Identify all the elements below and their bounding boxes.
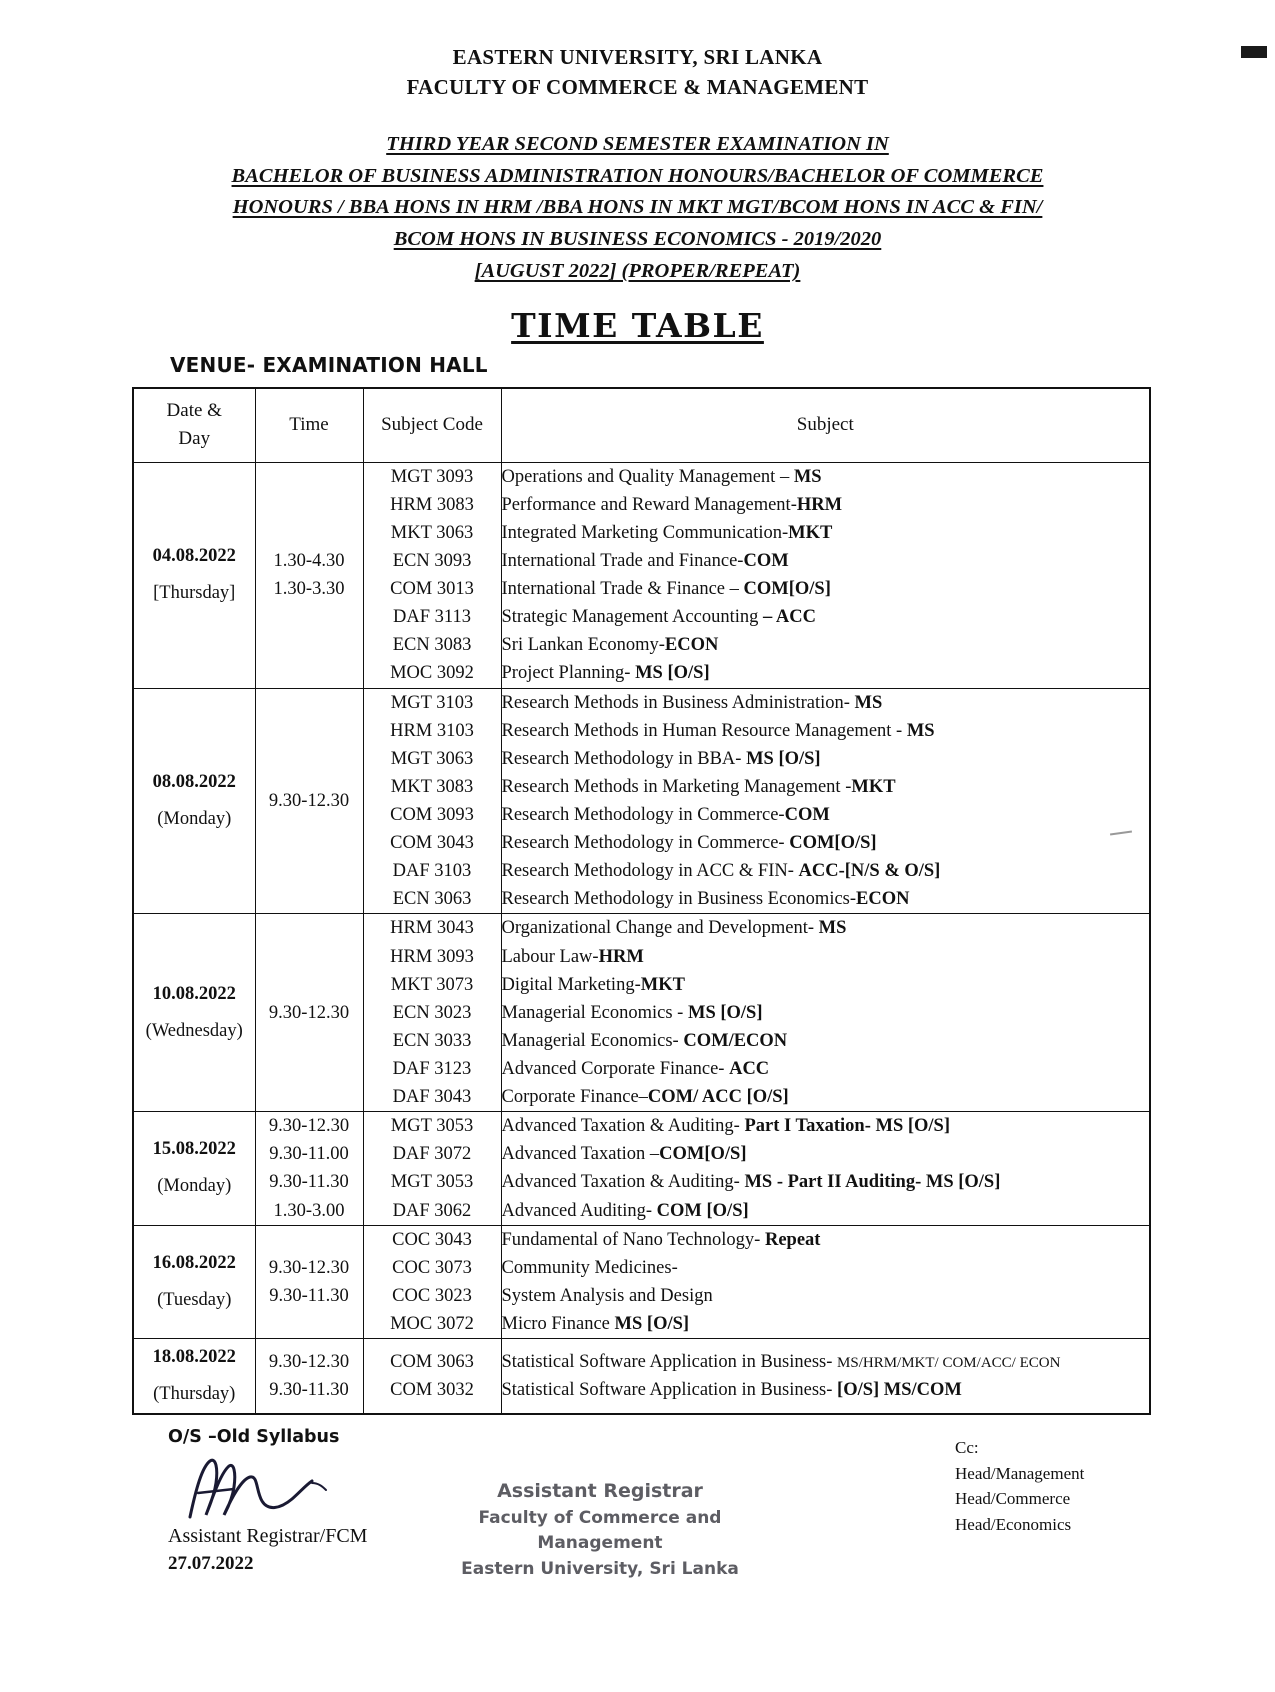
table-row	[133, 688, 1150, 914]
subject-code: COM 3043	[390, 833, 474, 854]
page-title: TIME TABLE	[511, 305, 764, 345]
subject-name: Advanced Taxation & Auditing- MS - Part II Auditing- MS [O/S]	[501, 1172, 1001, 1193]
subject-code: DAF 3123	[392, 1059, 472, 1079]
signatory-title: Assistant Registrar/FCM	[168, 1525, 368, 1548]
row-time-cell	[255, 1339, 363, 1415]
row-date-cell	[133, 1112, 255, 1225]
subject-name: Digital Marketing-MKT	[501, 974, 685, 995]
subject-name: Managerial Economics- COM/ECON	[501, 1030, 788, 1051]
exam-line-4: BCOM HONS IN BUSINESS ECONOMICS - 2019/2020	[393, 228, 882, 251]
row-subject-cell	[501, 1339, 1150, 1415]
subject-code: MKT 3083	[390, 776, 474, 797]
document-page	[0, 42, 1275, 1692]
row-date: 16.08.2022	[152, 1252, 236, 1273]
row-time: 1.30-4.30	[273, 551, 345, 572]
subject-code: ECN 3023	[392, 1002, 472, 1023]
subject-name: Fundamental of Nano Technology- Repeat	[501, 1229, 821, 1250]
row-time: 9.30-12.30	[268, 790, 350, 811]
header-date-line1: Date &	[166, 399, 222, 421]
subject-name: Managerial Economics - MS [O/S]	[501, 1002, 763, 1023]
table-row	[133, 914, 1150, 1112]
stamp-line-3: Eastern University, Sri Lanka	[461, 1558, 739, 1579]
row-date-cell	[133, 688, 255, 914]
row-subject-code-cell	[363, 914, 501, 1112]
row-time: 9.30-11.30	[269, 1285, 349, 1306]
subject-name: Micro Finance MS [O/S]	[501, 1313, 690, 1334]
row-day: (Monday)	[157, 1176, 232, 1197]
row-time: 1.30-3.30	[273, 579, 345, 600]
subject-name: System Analysis and Design	[501, 1285, 713, 1306]
subject-code: DAF 3072	[392, 1144, 472, 1165]
row-day: (Thursday)	[153, 1384, 236, 1405]
row-date-cell	[133, 1225, 255, 1338]
subject-code: HRM 3093	[390, 946, 474, 967]
exam-line-2: BACHELOR OF BUSINESS ADMINISTRATION HONOURS/BACHELOR OF COMMERCE	[231, 164, 1044, 187]
row-time: 9.30-12.30	[268, 1351, 350, 1372]
row-subject-code-cell	[363, 688, 501, 914]
row-time: 1.30-3.00	[273, 1200, 345, 1221]
subject-name: Project Planning- MS [O/S]	[501, 663, 710, 684]
row-time-cell	[255, 1225, 363, 1338]
row-subject-code-cell	[363, 1225, 501, 1338]
row-subject-cell	[501, 914, 1150, 1112]
subject-code: ECN 3083	[392, 635, 472, 656]
subject-name: Advanced Taxation –COM[O/S]	[501, 1144, 747, 1165]
subject-name: Performance and Reward Management-HRM	[501, 494, 843, 515]
row-subject-cell	[501, 1112, 1150, 1225]
subject-name: Statistical Software Application in Business- [O/S] MS/COM	[501, 1380, 962, 1401]
signatory-date: 27.07.2022	[168, 1553, 254, 1575]
subject-name: Research Methodology in Commerce- COM[O/S]	[501, 833, 877, 854]
subject-name: Research Methodology in BBA- MS [O/S]	[501, 748, 821, 769]
subject-name: Organizational Change and Development- MS	[501, 918, 847, 939]
subject-code: COC 3073	[392, 1257, 472, 1278]
row-day: (Tuesday)	[157, 1289, 232, 1310]
subject-code: COM 3093	[390, 805, 474, 826]
subject-code: DAF 3103	[392, 861, 472, 882]
table-row	[133, 1225, 1150, 1338]
subject-code: COC 3043	[392, 1229, 472, 1250]
subject-code: ECN 3063	[392, 889, 472, 910]
row-date: 15.08.2022	[152, 1139, 236, 1160]
exam-line-5: [AUGUST 2022] (PROPER/REPEAT)	[474, 259, 801, 282]
subject-name: Operations and Quality Management – MS	[501, 466, 822, 487]
table-body	[133, 462, 1150, 1414]
row-date-cell	[133, 1339, 255, 1415]
subject-code: MOC 3092	[390, 663, 474, 684]
exam-description	[0, 129, 1275, 288]
exam-line-3: HONOURS / BBA HONS IN HRM /BBA HONS IN MKT MGT/BCOM HONS IN ACC & FIN/	[232, 196, 1043, 219]
row-subject-cell	[501, 688, 1150, 914]
subject-name: Sri Lankan Economy-ECON	[501, 635, 719, 656]
row-day: (Wednesday)	[145, 1020, 243, 1041]
row-time: 9.30-12.30	[268, 1257, 350, 1278]
row-date: 10.08.2022	[152, 983, 236, 1004]
subject-code: COC 3023	[392, 1285, 472, 1306]
subject-code: COM 3032	[390, 1380, 474, 1401]
row-date-cell	[133, 914, 255, 1112]
official-stamp	[450, 1477, 750, 1582]
table-row	[133, 462, 1150, 688]
row-date: 04.08.2022	[152, 546, 236, 567]
subject-code: HRM 3043	[390, 918, 474, 939]
row-time-cell	[255, 914, 363, 1112]
university-name: EASTERN UNIVERSITY, SRI LANKA	[452, 45, 823, 69]
timetable	[132, 387, 1151, 1415]
row-time: 9.30-12.30	[268, 1116, 350, 1137]
subject-name: Community Medicines-	[501, 1257, 678, 1278]
row-time-cell	[255, 462, 363, 688]
subject-name: Advanced Corporate Finance- ACC	[501, 1059, 770, 1079]
stamp-line-1: Assistant Registrar	[497, 1480, 703, 1503]
row-subject-code-cell	[363, 1339, 501, 1415]
subject-name: Research Methods in Human Resource Management - MS	[501, 720, 935, 741]
header-date-day	[133, 388, 255, 463]
scan-corner-mark	[1241, 46, 1267, 58]
subject-code: MGT 3063	[390, 748, 474, 769]
row-subject-cell	[501, 462, 1150, 688]
subject-code: MGT 3053	[390, 1116, 474, 1137]
subject-code: DAF 3062	[392, 1200, 472, 1221]
cc-block	[955, 1435, 1084, 1537]
row-time-cell	[255, 688, 363, 914]
subject-code: MKT 3073	[390, 974, 474, 995]
cc-item-2: Head/Economics	[955, 1514, 1072, 1534]
header-time: Time	[255, 388, 363, 463]
subject-code: COM 3063	[390, 1351, 474, 1372]
subject-code: HRM 3103	[390, 720, 474, 741]
row-day: (Monday)	[157, 809, 232, 830]
row-time: 9.30-11.30	[269, 1380, 349, 1401]
subject-code: MGT 3093	[390, 466, 474, 487]
row-time: 9.30-12.30	[268, 1002, 350, 1023]
subject-name: Research Methodology in Business Economics-ECON	[501, 889, 910, 910]
subject-code: DAF 3043	[392, 1087, 472, 1108]
row-time: 9.30-11.30	[269, 1172, 349, 1193]
subject-name: Research Methodology in ACC & FIN- ACC-[N/S & O/S]	[501, 861, 941, 882]
subject-code: MGT 3053	[390, 1172, 474, 1193]
row-time-cell	[255, 1112, 363, 1225]
document-footer	[0, 1427, 1275, 1647]
subject-name: Research Methods in Business Administration- MS	[501, 692, 883, 713]
faculty-name: FACULTY OF COMMERCE & MANAGEMENT	[406, 75, 869, 100]
old-syllabus-note: O/S –Old Syllabus	[168, 1427, 340, 1448]
subject-name: International Trade & Finance – COM[O/S]	[501, 579, 831, 600]
subject-name: Statistical Software Application in Business- MS/HRM/MKT/ COM/ACC/ ECON	[501, 1351, 1061, 1372]
subject-code: DAF 3113	[393, 607, 471, 628]
subject-code: MGT 3103	[390, 692, 474, 713]
subject-name: Labour Law-HRM	[501, 946, 644, 967]
subject-code: COM 3013	[390, 579, 474, 600]
cc-item-1: Head/Commerce	[955, 1489, 1071, 1509]
cc-item-0: Head/Management	[955, 1463, 1085, 1483]
row-time: 9.30-11.00	[269, 1144, 349, 1165]
subject-code: HRM 3083	[390, 494, 474, 515]
row-date: 08.08.2022	[152, 772, 236, 793]
subject-name: Research Methodology in Commerce-COM	[501, 805, 830, 826]
subject-name: Corporate Finance–COM/ ACC [O/S]	[501, 1087, 789, 1108]
header-subject: Subject	[501, 388, 1150, 463]
row-subject-code-cell	[363, 462, 501, 688]
subject-code: MOC 3072	[390, 1313, 474, 1334]
subject-name: Integrated Marketing Communication-MKT	[501, 522, 833, 543]
header-subject-code: Subject Code	[363, 388, 501, 463]
row-date: 18.08.2022	[152, 1347, 236, 1368]
row-subject-code-cell	[363, 1112, 501, 1225]
signature-image	[176, 1449, 356, 1529]
subject-name: Advanced Auditing- COM [O/S]	[501, 1200, 749, 1221]
table-header-row	[133, 388, 1150, 463]
table-row	[133, 1339, 1150, 1415]
subject-name: Strategic Management Accounting – ACC	[501, 607, 816, 628]
subject-name: Research Methods in Marketing Management -MKT	[501, 776, 896, 797]
row-subject-cell	[501, 1225, 1150, 1338]
document-header	[0, 42, 1275, 103]
venue-label: VENUE- EXAMINATION HALL	[170, 352, 488, 377]
table-row	[133, 1112, 1150, 1225]
cc-label: Cc:	[955, 1438, 979, 1458]
exam-line-1: THIRD YEAR SECOND SEMESTER EXAMINATION IN	[386, 132, 889, 155]
stamp-line-2: Faculty of Commerce and Management	[478, 1507, 722, 1554]
subject-code: MKT 3063	[390, 522, 474, 543]
subject-code: ECN 3033	[392, 1030, 472, 1051]
subject-name: International Trade and Finance-COM	[501, 551, 789, 572]
header-date-line2: Day	[178, 428, 211, 450]
subject-name: Advanced Taxation & Auditing- Part I Taxation- MS [O/S]	[501, 1116, 951, 1137]
subject-code: ECN 3093	[392, 551, 472, 572]
row-day: [Thursday]	[153, 583, 236, 604]
row-date-cell	[133, 462, 255, 688]
